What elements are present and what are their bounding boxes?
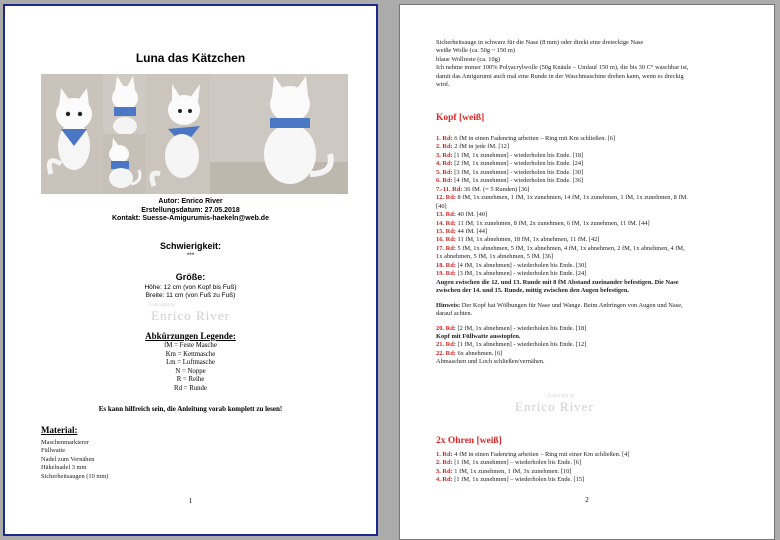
material-item: Maschenmarkierer [41, 439, 89, 446]
material-list [41, 439, 108, 481]
row-line: 22. Rd: 6x abnehmen. [6] [436, 349, 503, 357]
row-line: 17. Rd: 5 fM, 1x abnehmen, 5 fM, 1x abnehmen, 4 fM, 1x abnehmen, 2 fM, 1x abnehmen, 4 fM, [436, 244, 685, 252]
watermark-caption: Copyright by [548, 394, 575, 399]
row-line: 21. Rd: [1 fM, 1x abnehmen] - wiederholen bis Ende. [12] [436, 341, 587, 349]
cat-photo-1 [41, 74, 103, 194]
row-line: 3. Rd: [1 fM, 1x zunehmen] - wiederholen bis Ende. [18] [436, 151, 584, 159]
head-section-heading: Kopf [weiß] [436, 113, 485, 123]
watermark: Enrico River [515, 399, 594, 414]
row-line: 2. Rd: [1 fM, 1x zunehmen] – wiederholen bis Ende. [6] [436, 459, 582, 467]
ears-rows [436, 451, 629, 485]
author-line: Autor: Enrico River [158, 198, 223, 205]
row-line: 3. Rd: 1 fM, 1x zunehmen, 1 fM, 3x zunehmen. [10] [436, 467, 572, 475]
row-line: 1x abnehmen, 5 fM, 1x abnehmen, 5 fM. [36] [436, 253, 554, 261]
legend-item: Lm = Luftmasche [166, 359, 215, 367]
size-heading: Größe: [175, 272, 206, 282]
row-line: 5. Rd: [3 fM, 1x zunehmen] - wiederholen bis Ende. [30] [436, 168, 584, 176]
material-item: Füllwatte [41, 447, 66, 455]
intro-line: Ich nehme immer 100% Polyacrylwolle (50g Knäule – Umlauf 150 m), die bis 30 C° waschbar ist, [436, 64, 689, 72]
legend-item: Rd = Runde [174, 384, 207, 392]
watermark: Enrico River [151, 308, 230, 323]
row-line: 20. Rd: [2 fM, 1x abnehmen] - wiederholen bis Ende. [18] [436, 324, 587, 332]
pattern-title: Luna das Kätzchen [135, 51, 246, 65]
document-page-1 [3, 4, 378, 536]
watermark-caption: Copyright by [149, 303, 176, 308]
intro-line: damit das Amigurumi auch mal eine Runde in der Waschmaschine drehen kann, wenn es dreckig [436, 72, 684, 80]
cat-side-image [103, 134, 146, 194]
ears-section-heading: 2x Ohren [weiß] [436, 436, 502, 446]
cat-front-image [41, 74, 103, 194]
photo-collage [41, 74, 348, 194]
row-line: 19. Rd: [3 fM, 1x abnehmen] - wiederholen bis Ende. [24] [436, 270, 587, 278]
material-item: Häkelnadel 3 mm [41, 464, 87, 472]
eyes-note: zwischen der 14. und 15. Runde, mittig zwischen den Augen befestigen. [436, 287, 630, 295]
stuffing-note: Kopf mit Füllwatte ausstopfen. [436, 332, 521, 340]
material-item: Sicherheitsaugen (10 mm) [41, 472, 109, 480]
cat-photo-4 [146, 74, 210, 194]
row-line: 16. Rd: 11 fM, 1x abnehmen, 18 fM, 1x abnehmen, 11 fM. [42] [436, 236, 600, 244]
row-line: 15. Rd: 44 fM. [44] [436, 227, 488, 235]
legend-item: fM = Feste Masche [164, 342, 217, 349]
cat-photo-2 [103, 74, 146, 134]
material-item: Nadel zum Vernähen [41, 455, 95, 463]
page-number: 1 [188, 497, 193, 505]
intro-block [436, 39, 688, 90]
legend-item: N = Noppe [175, 367, 206, 375]
author-block [5, 198, 376, 224]
row-line: 4. Rd: [2 fM, 1x zunehmen] - wiederholen bis Ende. [24] [436, 160, 584, 168]
row-line: 14. Rd: 11 fM, 1x zunehmen, 8 fM, 2x zunehmen, 6 fM, 1x zunehmen, 11 fM. [44] [436, 219, 650, 227]
cat-photo-3 [103, 134, 146, 194]
row-line: 4. Rd: [1 fM, 1x zunehmen] – wiederholen bis Ende. [15] [436, 476, 585, 484]
legend-list [5, 342, 376, 394]
size-height: Höhe: 12 cm (von Kopf bis Fuß) [144, 284, 237, 291]
material-heading: Material: [41, 425, 78, 435]
contact-line: Kontakt: Suesse-Amigurumis-haekeln@web.de [112, 215, 269, 223]
hint-line: Hinweis: Der Kopf hat Wölbungen für Nase und Wange. Beim Anbringen von Augen und Nase, [436, 301, 683, 309]
difficulty-heading: Schwierigkeit: [159, 241, 222, 251]
close-note: Abmaschen und Loch schließen/vernähen. [436, 358, 545, 366]
legend-item: Km = Kettmasche [165, 350, 216, 358]
row-line: 13. Rd: 40 fM. [40] [436, 211, 488, 219]
difficulty-value: *** [186, 252, 195, 259]
row-line: 1. Rd: 4 fM in einen Fadenring arbeiten – Ring mit einer Km schließen. [4] [436, 451, 630, 458]
cat-top-image [103, 74, 146, 134]
created-line: Erstellungsdatum: 27.05.2018 [141, 206, 240, 214]
row-line: 2. Rd: 2 fM in jede fM. [12] [436, 143, 509, 151]
row-line: 18. Rd: [4 fM, 1x abnehmen] - wiederholen bis Ende. [30] [436, 261, 587, 269]
row-line: 12. Rd: 8 fM, 1x zunehmen, 1 fM, 1x zunehmen, 14 fM, 1x zunehmen, 1 fM, 1x zunehmen, 8 fM. [436, 194, 688, 202]
size-block [5, 284, 376, 300]
hint-text: Es kann hilfreich sein, die Anleitung vorab komplett zu lesen! [98, 405, 283, 413]
row-line: [40] [436, 202, 447, 210]
intro-line: weiße Wolle (ca. 50g ~ 150 m) [436, 47, 515, 55]
row-line: 6. Rd: [4 fM, 1x zunehmen] - wiederholen bis Ende. [36] [436, 177, 584, 185]
row-line: 7.-11. Rd: 36 fM. (= 5 Runden) [36] [436, 185, 530, 193]
intro-line: Sicherheitsauge in schwarz für die Nase (8 mm) oder direkt eine dreieckige Nase [436, 39, 644, 46]
legend-heading: Abkürzungen Legende: [145, 331, 236, 341]
document-page-2 [399, 4, 775, 540]
cat-angle-image [146, 74, 210, 194]
size-width: Breite: 11 cm (von Fuß zu Fuß) [145, 292, 236, 300]
page-number: 2 [585, 496, 589, 504]
intro-line: wird. [436, 81, 450, 89]
row-line: 1. Rd: 6 fM in einen Fadenring arbeiten – Ring mit Km schließen. [6] [436, 135, 616, 142]
cat-photo-5 [210, 74, 348, 194]
cat-back-image [210, 74, 348, 194]
eyes-note: Augen zwischen die 12. und 13. Runde mit 8 fM Abstand zueinander befestigen. Die Nase [436, 278, 679, 286]
intro-line: blaue Wollreste (ca. 10g) [436, 55, 500, 63]
hint-line: darauf achten. [436, 310, 473, 318]
head-rows [436, 135, 688, 367]
legend-item: R = Reihe [176, 376, 205, 384]
